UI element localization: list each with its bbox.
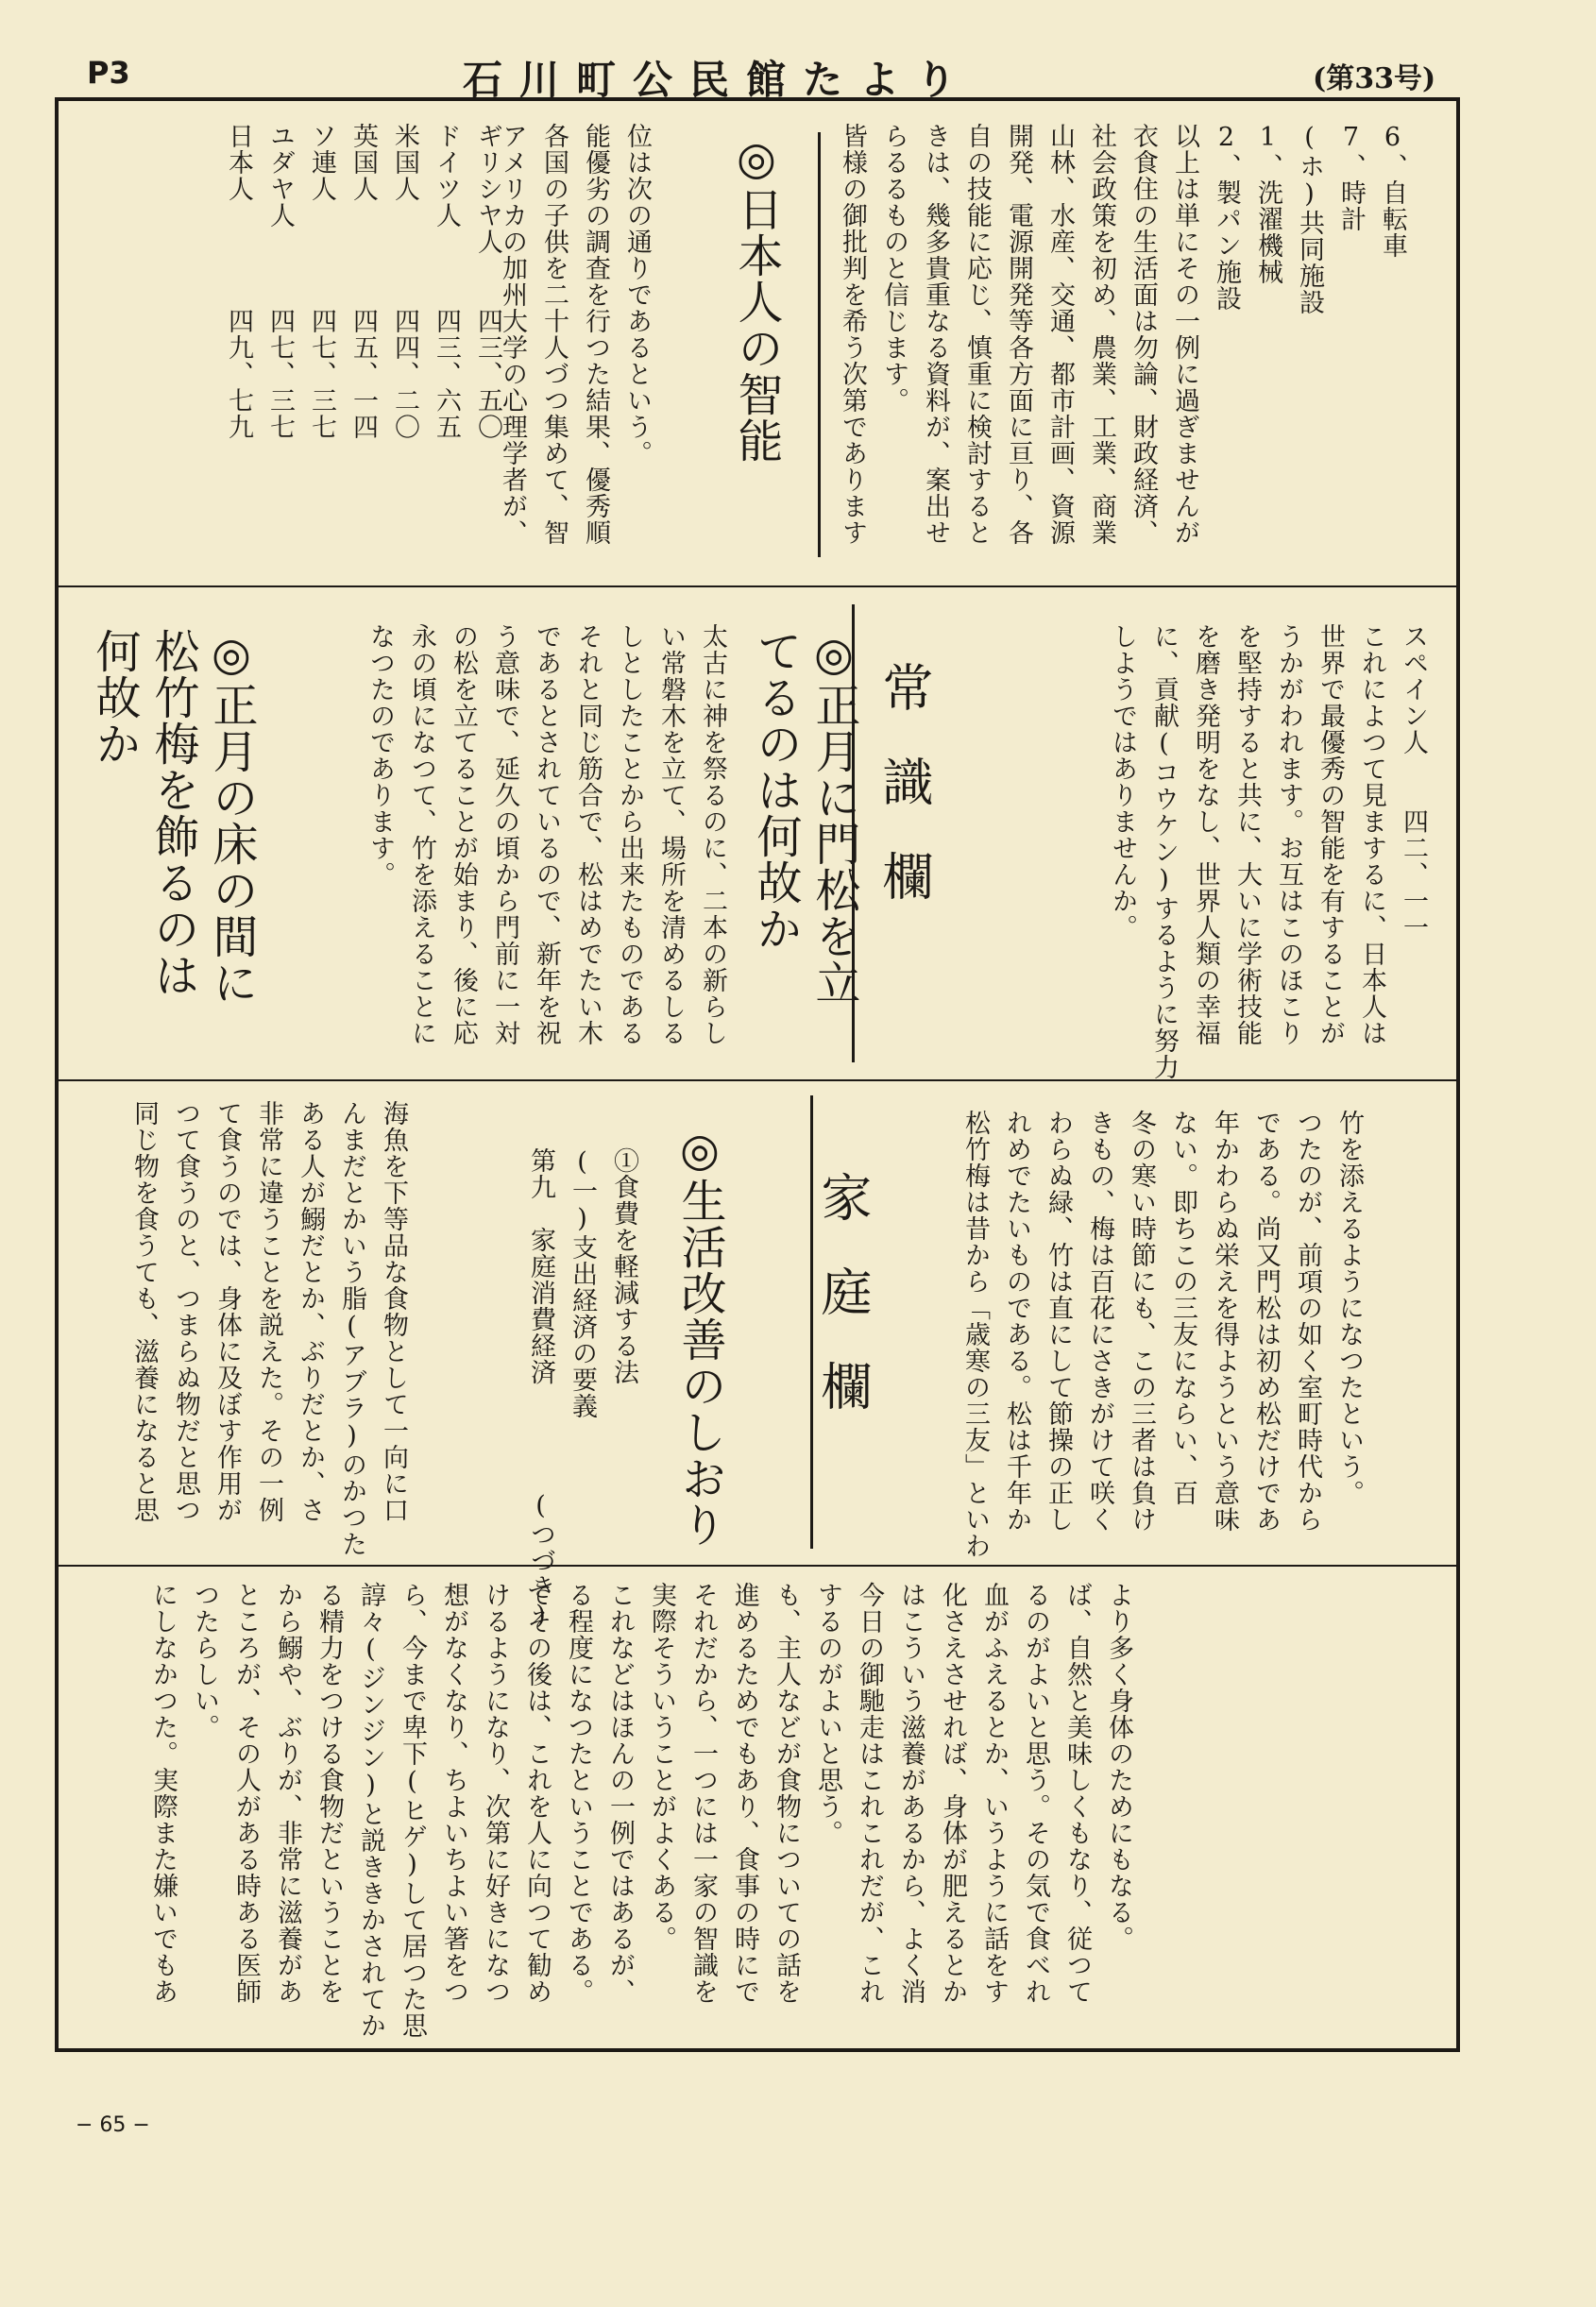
text-line: も、主人などが食物についての話を	[772, 1582, 801, 2005]
text-line: 実際そういうことがよくある。	[647, 1582, 676, 1952]
text-line: 化さえさせれば、身体が肥えるとか	[938, 1582, 967, 2005]
text-line: 能優劣の調査を行つた結果、優秀順	[581, 123, 610, 546]
text-line: 各国の子供を二十人づつ集めて、智	[539, 123, 569, 546]
row-divider-1	[59, 585, 1456, 587]
household-article	[123, 1100, 414, 1557]
intelligence-article	[217, 123, 508, 440]
text-line: きは、幾多貴重なる資料が、案出せ	[921, 123, 950, 546]
text-line: てその後は、これを人に向つて勧め	[522, 1582, 552, 2005]
text-line: に、貢献(コウケン)するように努力	[1149, 623, 1179, 1080]
text-line: するのがよいと思う。	[813, 1582, 842, 1846]
text-line: らるるものと信じます。	[879, 123, 908, 414]
text-line: から鰯や、ぶりが、非常に滋養があ	[273, 1582, 302, 2005]
text-line: 血がふえるとか、いうように話をす	[979, 1582, 1009, 2005]
text-line: んまだとかいう脂(アブラ)のかつた	[337, 1100, 366, 1557]
text-line: しようではありませんか。	[1108, 623, 1137, 941]
text-line: ば、自然と美味しくもなり、従つて	[1062, 1582, 1092, 2005]
text-line: ところが、その人がある時ある医師	[231, 1582, 261, 2005]
text-line: れめでたいものである。松は千年か	[1002, 1110, 1031, 1533]
text-line: る程度になつたということである。	[564, 1582, 593, 2005]
text-line: 海魚を下等品な食物として一向に口	[379, 1100, 408, 1523]
shochikubai-heading: ◎正月の床の間に松竹梅を飾るのは何故か	[88, 628, 258, 1006]
text-line: これなどはほんの一例ではあるが、	[605, 1582, 635, 2005]
text-line: 第九 家庭消費経済 (つづき)	[526, 1147, 555, 1631]
text-line: 永の頃になつて、竹を添えることに	[407, 623, 436, 1046]
text-line: 山林、水産、交通、都市計画、資源	[1045, 123, 1075, 546]
text-line: 位は次の通りであるという。	[622, 123, 652, 466]
list-item: 6、自転車	[1378, 123, 1407, 259]
intelligence-heading: ◎日本人の智能	[730, 132, 783, 464]
row: 日本人 四九、七九	[224, 123, 253, 440]
household-continuation	[142, 1582, 1139, 2039]
text-line: つたのが、前項の如く室町時代から	[1293, 1110, 1322, 1533]
text-line: それと同じ筋合で、松はめでたい木	[573, 623, 603, 1046]
kadomatsu-article	[359, 623, 733, 1046]
page-label: P3	[87, 55, 130, 91]
page-number: − 65 −	[76, 2113, 150, 2137]
text-line: 同じ物を食うても、滋養になると思	[129, 1100, 159, 1523]
row: ユダヤ人 四七、三七	[265, 123, 295, 440]
household-heading: ◎生活改善のしおり	[673, 1124, 726, 1548]
text-line: である。尚又門松は初め松だけであ	[1251, 1110, 1281, 1533]
text-line: はこういう滋養があるから、よく消	[896, 1582, 925, 2005]
text-line: わらぬ緑、竹は直にして節操の正し	[1044, 1110, 1073, 1533]
text-line: 想がなくなり、ちよいちよい箸をつ	[439, 1582, 468, 2005]
household-subheadings	[519, 1147, 644, 1631]
text-line: きもの、梅は百花にさきがけて咲く	[1085, 1110, 1114, 1533]
text-line: 年かわらぬ栄えを得ようという意味	[1210, 1110, 1239, 1533]
text-line: 以上は単にその一例に過ぎませんが	[1170, 123, 1199, 546]
text-line: 冬の寒い時節にも、この三者は負け	[1127, 1110, 1156, 1533]
text-line: を堅持すると共に、大いに学術技能	[1232, 623, 1262, 1046]
text-line: ら、今まで卑下(ヒゲ)して居つた思	[398, 1582, 427, 2039]
text-line: より多く身体のためにもなる。	[1104, 1582, 1133, 1952]
text-line: 松竹梅は昔から「歳寒の三友」といわ	[960, 1110, 990, 1559]
shochikubai-article	[954, 1110, 1369, 1559]
text-line: 自の技能に応じ、慎重に検討すると	[962, 123, 992, 546]
common-sense-section-title: 常識欄	[874, 661, 934, 944]
text-line: つたらしい。	[190, 1582, 219, 1740]
row: 米国人 四四、二〇	[390, 123, 419, 440]
text-line: ①食費を軽減する法	[609, 1147, 638, 1385]
text-line: 開発、電源開発等各方面に亘り、各	[1004, 123, 1033, 546]
list-item: 2、製パン施設	[1212, 123, 1241, 312]
kadomatsu-heading: ◎正月に門松を立てるのは何故か	[749, 628, 860, 1006]
row: ソ連人 四七、三七	[307, 123, 336, 440]
text-line: スペイン人 四二、一一	[1399, 623, 1428, 941]
text-line: 皆様の御批判を希う次第であります	[838, 123, 867, 546]
text-line: にしなかつた。実際また嫌いでもあ	[148, 1582, 178, 2005]
text-line: なつたのであります。	[365, 623, 395, 888]
text-line: の松を立てることが始まり、後に応	[449, 623, 478, 1046]
text-line: て食うのでは、身体に及ぼす作用が	[212, 1100, 242, 1523]
text-line: う意味で、延久の頃から門前に一対	[490, 623, 519, 1046]
household-section-title: 家庭欄	[813, 1171, 873, 1454]
text-line: 竹を添えるようになつたという。	[1334, 1110, 1364, 1506]
text-line: これによつて見まするに、日本人は	[1357, 623, 1386, 1046]
text-line: 社会政策を初め、農業、工業、商業	[1087, 123, 1116, 546]
text-line: るのがよいと思う。その気で食べれ	[1021, 1582, 1050, 2005]
text-line: アメリカの加州大学の心理学者が、	[498, 123, 527, 546]
text-line: であるとされているので、新年を祝	[532, 623, 561, 1046]
intelligence-continuation	[1101, 623, 1434, 1080]
list-item: 7、時計	[1336, 123, 1366, 232]
row-divider-3	[59, 1565, 1456, 1567]
text-line: 進めるためでもあり、食事の時にで	[730, 1582, 759, 2005]
text-line: ない。即ちこの三友にならい、百	[1168, 1110, 1197, 1506]
list-item: (ホ)共同施設	[1295, 123, 1324, 315]
list-item: 1、洗濯機械	[1253, 123, 1282, 285]
text-line: 衣食住の生活面は勿論、財政経済、	[1129, 123, 1158, 546]
text-line: ある人が鰯だとか、ぶりだとか、さ	[296, 1100, 325, 1523]
row: ギリシヤ人 四三、五〇	[473, 123, 502, 440]
text-line: けるようになり、次第に好きになつ	[481, 1582, 510, 2005]
issue-number: (第33号)	[1313, 62, 1436, 95]
text-line: (一)支出経済の要義	[568, 1147, 597, 1419]
text-line: を磨き発明をなし、世界人類の幸福	[1191, 623, 1220, 1046]
text-line: 世界で最優秀の智能を有することが	[1316, 623, 1345, 1046]
text-line: 諄々(ジンジン)と説ききかされてか	[356, 1582, 385, 2039]
row: ドイツ人 四三、六五	[432, 123, 461, 440]
newsletter-title: 石川町公民館たより	[463, 57, 974, 103]
text-line: しとしたことから出来たものである	[615, 623, 644, 1046]
column-divider-top	[818, 132, 821, 557]
intelligence-intro	[491, 123, 657, 546]
row: 英国人 四五、一四	[348, 123, 378, 440]
text-line: 太古に神を祭るのに、二本の新らし	[698, 623, 727, 1046]
text-line: それだから、一つには一家の智識を	[688, 1582, 718, 2005]
text-line: うかがわれます。お互はこのほこり	[1274, 623, 1303, 1046]
text-line: る精力をつける食物だということを	[314, 1582, 344, 2005]
text-line: 今日の御馳走はこれこれだが、これ	[855, 1582, 884, 2005]
text-line: い常磐木を立て、場所を清めるしる	[656, 623, 686, 1046]
text-line: つて食うのと、つまらぬ物だと思つ	[171, 1100, 200, 1523]
text-line: 非常に違うことを説えた。その一例	[254, 1100, 283, 1523]
top-list-block	[831, 123, 1413, 546]
